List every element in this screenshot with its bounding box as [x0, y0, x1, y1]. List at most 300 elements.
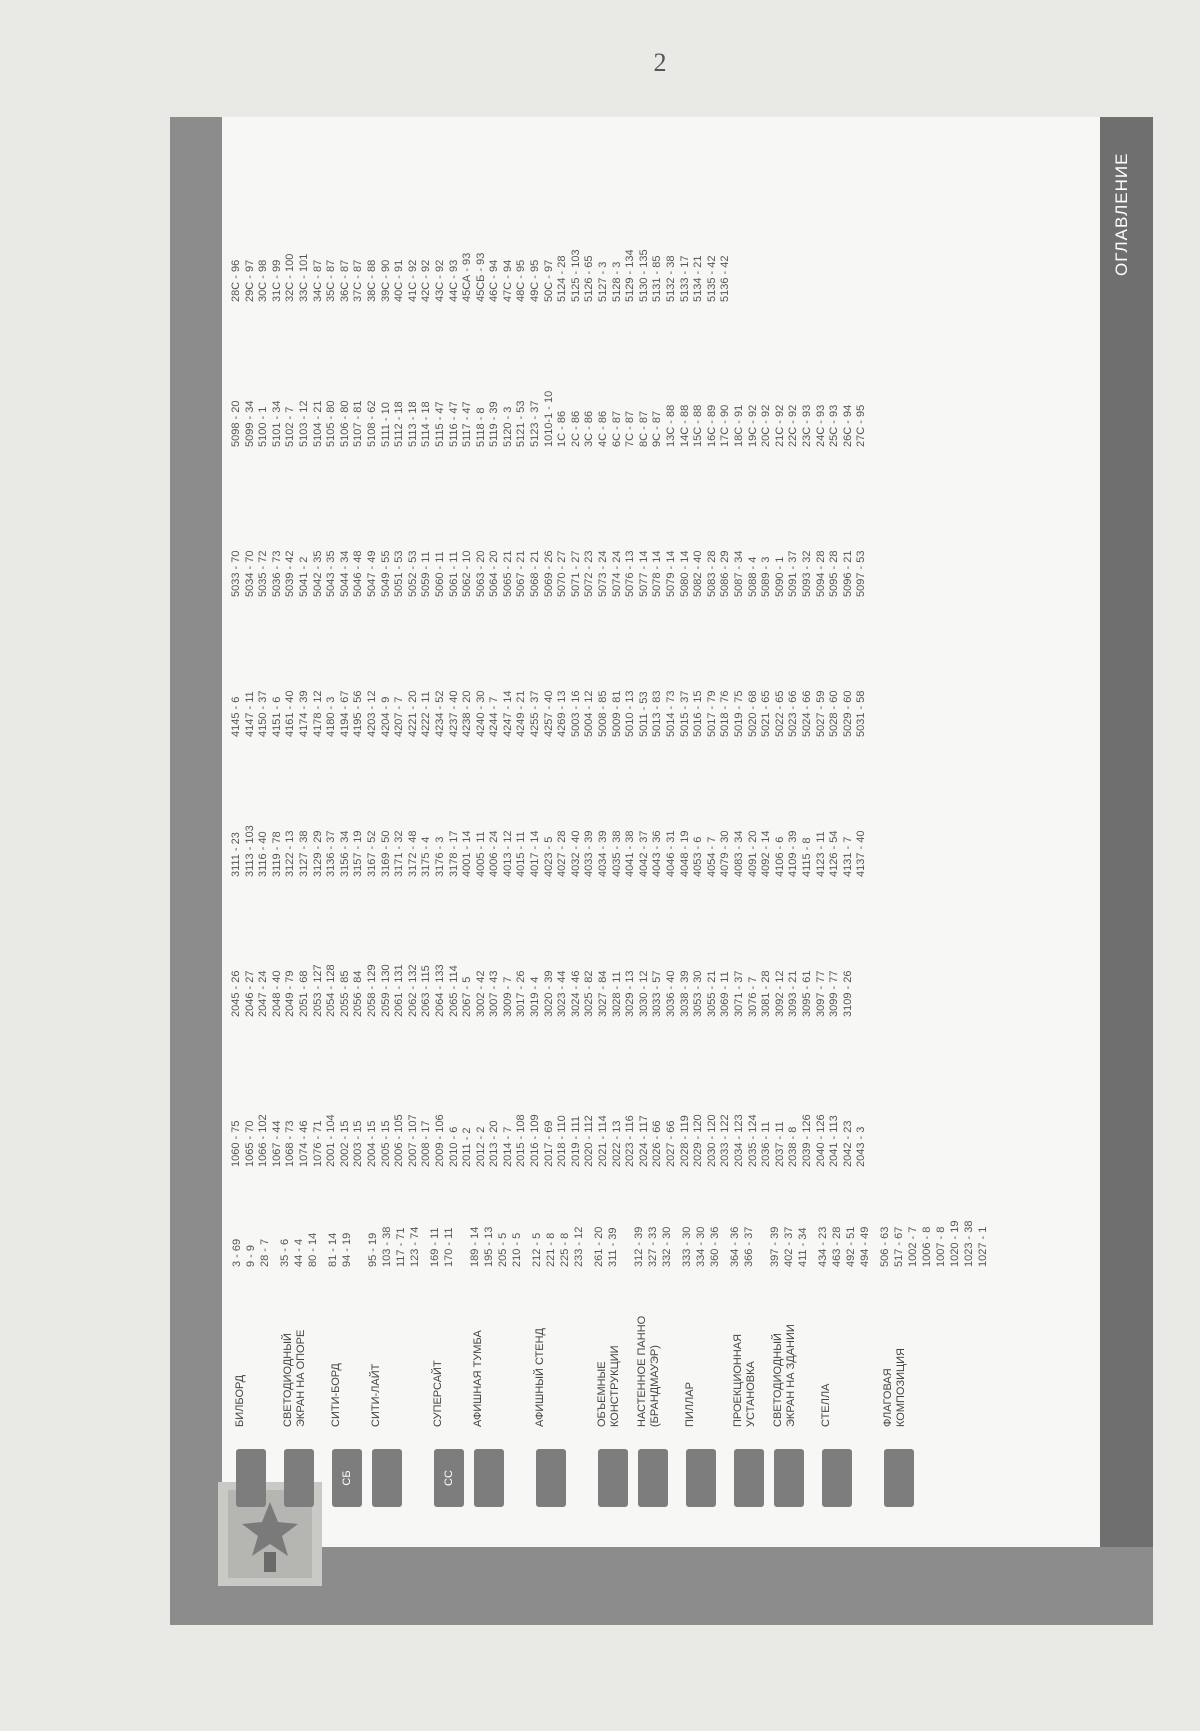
index-entry: 5041 - 2 [297, 556, 310, 597]
index-entry: 5033 - 70 [230, 550, 242, 597]
index-entry: 5078 - 14 [651, 550, 664, 597]
type-icon [598, 1449, 628, 1507]
index-entry: 3122 - 13 [284, 830, 297, 877]
index-entry: 4013 - 12 [501, 830, 514, 877]
type-label: АФИШНЫЙ СТЕНД [534, 1328, 546, 1427]
index-entry: 2020 - 112 [583, 1115, 596, 1167]
index-entry: 4137 - 40 [855, 830, 868, 877]
index-entry: 5022 - 65 [773, 690, 786, 737]
index-entry: 33С - 101 [297, 253, 310, 302]
code-entry: 1007 - 8 [935, 1226, 947, 1267]
code-entry: 334 - 30 [695, 1226, 707, 1267]
index-entry: 4017 - 14 [529, 830, 542, 877]
code-entry: 261 - 20 [593, 1226, 605, 1267]
index-column [230, 825, 869, 877]
index-entry: 3157 - 19 [352, 830, 365, 877]
index-entry: 4001 - 14 [461, 830, 474, 877]
index-entry: 2040 - 126 [814, 1114, 827, 1167]
index-entry: 5076 - 13 [624, 550, 637, 597]
index-entry: 6С - 87 [610, 410, 623, 447]
index-entry: 3092 - 12 [773, 970, 786, 1017]
index-entry: 3038 - 39 [678, 970, 691, 1017]
type-label: СВЕТОДИОДНЫЙ ЭКРАН НА ОПОРЕ [282, 1329, 307, 1427]
type-row [278, 987, 326, 1507]
index-entry: 5093 - 32 [800, 550, 813, 597]
code-entry: 517 - 67 [893, 1226, 905, 1267]
index-entry: 4221 - 20 [406, 690, 419, 737]
code-entry: 397 - 39 [769, 1226, 781, 1267]
index-entry: 4161 - 40 [284, 690, 297, 737]
index-entry: 2038 - 8 [787, 1126, 800, 1167]
type-codes [366, 1187, 422, 1267]
index-entry: 5051 - 53 [393, 550, 406, 597]
index-entry: 30С - 98 [257, 259, 270, 302]
index-entry: 4006 - 24 [488, 830, 501, 877]
index-entry: 3027 - 84 [597, 970, 610, 1017]
index-entry: 3С - 86 [583, 410, 596, 447]
index-column [230, 551, 869, 597]
index-entry: 5119 - 39 [488, 401, 501, 447]
index-entry: 2010 - 6 [447, 1126, 460, 1167]
index-entry: 42С - 92 [420, 259, 433, 302]
index-entry: 2053 - 127 [311, 964, 324, 1017]
code-entry: 3 - 69 [231, 1238, 243, 1267]
index-entry: 2043 - 3 [855, 1126, 868, 1167]
type-label: АФИШНАЯ ТУМБА [472, 1330, 484, 1427]
index-entry: 3099 - 77 [828, 970, 841, 1017]
code-entry: 189 - 14 [469, 1226, 481, 1267]
index-entry: 41С - 92 [406, 259, 419, 302]
index-entry: 2033 - 122 [719, 1114, 732, 1167]
index-entry: 17С - 90 [719, 404, 732, 447]
type-icon [822, 1449, 852, 1507]
index-entry: 5090 - 1 [773, 556, 786, 597]
index-entry: 18С - 91 [732, 404, 745, 447]
index-entry: 3028 - 11 [610, 971, 623, 1017]
type-row [592, 987, 632, 1507]
index-entry: 2013 - 20 [488, 1120, 501, 1167]
type-icon: СБ [332, 1449, 362, 1507]
index-entry: 5125 - 103 [569, 249, 582, 302]
code-entry: 221 - 8 [545, 1232, 557, 1267]
type-label: СВЕТОДИОДНЫЙ ЭКРАН НА ЗДАНИИ [772, 1324, 797, 1427]
code-entry: 195 - 13 [483, 1226, 495, 1267]
index-entry: 2041 - 113 [828, 1115, 841, 1167]
type-label: ОБЪЕМНЫЕ КОНСТРУКЦИИ [596, 1345, 621, 1427]
index-entry: 4041 - 38 [624, 830, 637, 877]
index-entry: 37С - 87 [352, 259, 365, 302]
index-entry: 3033 - 57 [651, 970, 664, 1017]
index-column [230, 391, 869, 447]
type-codes [816, 1187, 872, 1267]
code-entry: 117 - 71 [395, 1227, 407, 1267]
type-icon [884, 1449, 914, 1507]
type-codes [592, 1187, 620, 1267]
index-entry: 5009 - 81 [610, 690, 623, 737]
index-entry: 44С - 93 [447, 259, 460, 302]
index-entry: 20С - 92 [760, 404, 773, 447]
type-row [816, 987, 878, 1507]
type-codes [530, 1187, 586, 1267]
type-row [530, 987, 592, 1507]
index-entry: 5083 - 28 [705, 550, 718, 597]
index-entry: 4180 - 3 [325, 696, 338, 737]
index-entry: 3116 - 40 [257, 831, 270, 877]
index-entry: 2014 - 7 [501, 1126, 514, 1167]
index-entry: 5042 - 35 [311, 550, 324, 597]
index-entry: 5099 - 34 [243, 400, 256, 447]
index-entry: 5003 - 16 [569, 690, 582, 737]
index-entry: 4106 - 6 [773, 836, 786, 877]
index-entry: 2045 - 26 [230, 970, 242, 1017]
index-entry: 5097 - 53 [855, 550, 868, 597]
index-entry: 15С - 88 [692, 404, 705, 447]
index-entry: 5102 - 7 [284, 406, 297, 447]
index-entry: 5107 - 81 [352, 400, 365, 447]
index-entry: 5131 - 85 [651, 255, 664, 302]
index-entry: 5091 - 37 [787, 550, 800, 597]
code-entry: 327 - 33 [647, 1226, 659, 1267]
type-row [230, 987, 278, 1507]
index-entry: 5134 - 21 [692, 255, 705, 302]
code-entry: 169 - 11 [429, 1227, 441, 1267]
index-entry: 3081 - 28 [760, 970, 773, 1017]
index-entry: 3025 - 82 [583, 970, 596, 1017]
type-codes [468, 1187, 524, 1267]
index-entry: 3069 - 11 [719, 971, 732, 1017]
type-codes [728, 1187, 756, 1267]
index-entry: 5023 - 66 [787, 690, 800, 737]
index-entry: 4079 - 30 [719, 830, 732, 877]
index-entry: 3007 - 43 [488, 970, 501, 1017]
index-entry: 2026 - 66 [651, 1120, 664, 1167]
code-entry: 1027 - 1 [977, 1226, 989, 1267]
index-entry: 2062 - 132 [406, 964, 419, 1017]
index-entry: 5059 - 11 [420, 551, 433, 597]
index-entry: 2055 - 85 [338, 970, 351, 1017]
index-entry: 4042 - 37 [637, 830, 650, 877]
type-icon [774, 1449, 804, 1507]
index-entry: 5015 - 37 [678, 690, 691, 737]
index-entry: 3020 - 39 [542, 970, 555, 1017]
index-entry: 3176 - 3 [433, 836, 446, 877]
index-entry: 2005 - 15 [379, 1120, 392, 1167]
index-entry: 4244 - 7 [488, 696, 501, 737]
index-entry: 3023 - 44 [556, 970, 569, 1017]
index-entry: 5074 - 24 [610, 550, 623, 597]
index-entry: 5044 - 34 [338, 550, 351, 597]
index-entry: 4035 - 38 [610, 830, 623, 877]
type-label: ФЛАГОВАЯ КОМПОЗИЦИЯ [882, 1347, 907, 1427]
type-label: НАСТЕННОЕ ПАННО (БРАНДМАУЭР) [636, 1315, 661, 1427]
index-entry: 5108 - 62 [365, 400, 378, 447]
index-entry: 1065 - 70 [243, 1120, 256, 1167]
index-entry: 3136 - 37 [325, 830, 338, 877]
index-entry: 2029 - 120 [692, 1114, 705, 1167]
code-entry: 28 - 7 [259, 1238, 271, 1267]
index-entry: 5113 - 18 [406, 401, 419, 447]
code-entry: 94 - 19 [341, 1232, 353, 1267]
index-entry: 2063 - 115 [420, 965, 433, 1017]
index-entry: 2008 - 17 [420, 1120, 433, 1167]
index-entry: 5080 - 14 [678, 550, 691, 597]
index-entry: 4054 - 7 [705, 836, 718, 877]
code-entry: 434 - 23 [817, 1226, 829, 1267]
index-entry: 4240 - 30 [474, 690, 487, 737]
index-entry: 2039 - 126 [800, 1114, 813, 1167]
index-entry: 2034 - 123 [732, 1114, 745, 1167]
type-codes [278, 1187, 320, 1267]
index-entry: 5104 - 21 [311, 400, 324, 447]
index-entry: 2021 - 114 [597, 1115, 610, 1167]
index-entry: 5121 - 53 [515, 400, 528, 447]
index-entry: 3172 - 48 [406, 830, 419, 877]
index-entry: 5077 - 14 [637, 550, 650, 597]
index-entry: 5067 - 21 [515, 550, 528, 597]
index-entry: 4С - 86 [597, 410, 610, 447]
code-entry: 205 - 5 [497, 1232, 509, 1267]
index-entry: 35С - 87 [325, 259, 338, 302]
index-entry: 5004 - 12 [583, 690, 596, 737]
index-entry: 1074 - 46 [297, 1120, 310, 1167]
type-icon [236, 1449, 266, 1507]
index-entry: 24С - 93 [814, 404, 827, 447]
index-entry: 5061 - 11 [447, 551, 460, 597]
code-entry: 506 - 63 [879, 1226, 891, 1267]
index-entry: 4178 - 12 [311, 690, 324, 737]
type-row [468, 987, 530, 1507]
index-entry: 5111 - 10 [379, 402, 392, 447]
index-entry: 16С - 89 [705, 404, 718, 447]
index-entry: 5039 - 42 [284, 550, 297, 597]
index-entry: 5087 - 34 [732, 550, 745, 597]
index-entry: 3095 - 61 [800, 970, 813, 1017]
index-entry: 2030 - 120 [705, 1114, 718, 1167]
code-entry: 364 - 36 [729, 1226, 741, 1267]
index-entry: 3119 - 78 [270, 831, 283, 877]
code-entry: 1006 - 8 [921, 1226, 933, 1267]
index-entry: 28С - 96 [230, 259, 242, 302]
code-entry: 360 - 36 [709, 1226, 721, 1267]
index-entry: 46С - 94 [488, 259, 501, 302]
index-entry: 43С - 92 [433, 259, 446, 302]
index-entry: 3109 - 26 [841, 970, 854, 1017]
type-label: ПРОЕКЦИОННАЯ УСТАНОВКА [732, 1333, 757, 1427]
index-entry: 5128 - 3 [610, 261, 623, 302]
type-row [366, 987, 428, 1507]
index-entry: 5065 - 21 [501, 550, 514, 597]
index-entry: 3009 - 7 [501, 976, 514, 1017]
index-entry: 2017 - 69 [542, 1120, 555, 1167]
index-entry: 4247 - 14 [501, 690, 514, 737]
index-entry: 5068 - 21 [529, 550, 542, 597]
code-entry: 95 - 19 [367, 1232, 379, 1267]
index-entry: 1068 - 73 [284, 1120, 297, 1167]
index-entry: 5016 - 15 [692, 690, 705, 737]
index-entry: 2019 - 111 [569, 1116, 582, 1167]
index-entry: 48С - 95 [515, 259, 528, 302]
index-entry: 2011 - 2 [461, 1127, 474, 1167]
index-entry: 5118 - 8 [474, 407, 487, 447]
code-entry: 80 - 14 [307, 1232, 319, 1267]
index-entry: 5046 - 48 [352, 550, 365, 597]
index-entry: 4255 - 37 [529, 690, 542, 737]
index-entry: 3113 - 103 [243, 825, 256, 877]
index-entry: 2015 - 108 [515, 1114, 528, 1167]
index-entry: 5062 - 10 [461, 550, 474, 597]
type-icon [734, 1449, 764, 1507]
index-entry: 2024 - 117 [637, 1115, 650, 1167]
code-entry: 35 - 6 [279, 1238, 291, 1267]
index-entry: 5010 - 13 [624, 690, 637, 737]
index-entry: 2042 - 23 [841, 1120, 854, 1167]
type-codes [680, 1187, 722, 1267]
code-entry: 210 - 5 [511, 1232, 523, 1267]
code-entry: 170 - 11 [443, 1227, 455, 1267]
index-entry: 9С - 87 [651, 410, 664, 447]
index-entry: 2001 - 104 [325, 1114, 338, 1167]
type-icon: СС [434, 1449, 464, 1507]
index-entry: 2023 - 116 [624, 1115, 637, 1167]
index-entry: 5011 - 53 [637, 691, 650, 737]
index-entry: 4123 - 11 [814, 831, 827, 877]
index-entry: 32С - 100 [284, 253, 297, 302]
type-row [728, 987, 768, 1507]
index-entry: 3127 - 38 [297, 830, 310, 877]
index-entry: 4194 - 67 [338, 690, 351, 737]
type-row [768, 987, 816, 1507]
index-entry: 5018 - 76 [719, 690, 732, 737]
index-entry: 2018 - 110 [556, 1115, 569, 1167]
type-codes [768, 1187, 810, 1267]
index-entry: 4269 - 13 [556, 690, 569, 737]
index-entry: 2047 - 24 [257, 970, 270, 1017]
index-entry: 1010-1 - 10 [542, 390, 555, 447]
index-entry: 3175 - 4 [420, 836, 433, 877]
index-entry: 4046 - 31 [665, 830, 677, 877]
code-entry: 1002 - 7 [907, 1226, 919, 1267]
type-icon [536, 1449, 566, 1507]
index-entry: 4032 - 40 [569, 830, 582, 877]
index-entry: 5049 - 55 [379, 550, 392, 597]
index-entry: 40С - 91 [393, 259, 406, 302]
index-entry: 5028 - 60 [828, 690, 841, 737]
index-entry: 4257 - 40 [542, 690, 555, 737]
index-entry: 5070 - 27 [556, 550, 569, 597]
index-entry: 5017 - 79 [705, 690, 718, 737]
index-entry: 5130 - 135 [637, 249, 650, 302]
code-entry: 311 - 39 [607, 1227, 619, 1267]
index-entry: 3029 - 13 [624, 970, 637, 1017]
index-entry: 4027 - 28 [556, 830, 569, 877]
index-entry: 5034 - 70 [243, 550, 256, 597]
index-entry: 31С - 99 [270, 259, 283, 302]
index-entry: 2С - 86 [569, 410, 582, 447]
index-entry: 4150 - 37 [257, 690, 270, 737]
index-entry: 3178 - 17 [447, 830, 460, 877]
index-entry: 5114 - 18 [420, 401, 433, 447]
index-entry: 2009 - 106 [433, 1114, 446, 1167]
type-icon [686, 1449, 716, 1507]
index-entry: 3053 - 30 [692, 970, 705, 1017]
index-entry: 5021 - 65 [760, 690, 773, 737]
index-entry: 27С - 95 [855, 404, 868, 447]
index-entry: 2059 - 130 [379, 964, 392, 1017]
index-column [230, 964, 855, 1017]
index-entry: 3169 - 50 [379, 830, 392, 877]
index-entry: 4005 - 11 [474, 831, 487, 877]
index-entry: 5103 - 12 [297, 400, 310, 447]
index-entry: 5100 - 1 [257, 406, 270, 447]
index-column [230, 691, 869, 737]
index-entry: 4048 - 19 [678, 830, 691, 877]
index-entry: 1С - 86 [556, 410, 569, 447]
index-entry: 5089 - 3 [760, 556, 773, 597]
type-codes [878, 1187, 990, 1267]
type-codes [326, 1187, 354, 1267]
index-entry: 4053 - 6 [692, 836, 705, 877]
index-entry: 2061 - 131 [393, 964, 406, 1017]
index-entry: 2064 - 133 [433, 964, 446, 1017]
index-entry: 5029 - 60 [841, 690, 854, 737]
index-entry: 2022 - 13 [610, 1120, 623, 1167]
index-entry: 13С - 88 [665, 404, 677, 447]
index-entry: 4115 - 8 [800, 837, 813, 877]
index-entry: 5008 - 85 [597, 690, 610, 737]
index-entry: 47С - 94 [501, 259, 514, 302]
index-entry: 5047 - 49 [365, 550, 378, 597]
index-entry: 14С - 88 [678, 404, 691, 447]
index-entry: 19С - 92 [746, 404, 759, 447]
index-entry: 3156 - 34 [338, 830, 351, 877]
index-entry: 2012 - 2 [474, 1126, 487, 1167]
index-entry: 5094 - 28 [814, 550, 827, 597]
code-entry: 366 - 37 [743, 1226, 755, 1267]
index-entry: 4207 - 7 [393, 696, 406, 737]
index-entry: 3167 - 52 [365, 830, 378, 877]
code-entry: 233 - 12 [573, 1226, 585, 1267]
index-entry: 2004 - 15 [365, 1120, 378, 1167]
index-entry: 34С - 87 [311, 259, 324, 302]
index-entry: 5135 - 42 [705, 255, 718, 302]
type-label: СИТИ-ЛАЙТ [370, 1363, 382, 1427]
index-entry: 4091 - 20 [746, 830, 759, 877]
index-entry: 2051 - 68 [297, 970, 310, 1017]
cover-title [1112, 216, 1152, 276]
index-entry: 5123 - 37 [529, 400, 542, 447]
type-icon [284, 1449, 314, 1507]
index-entry: 2067 - 5 [461, 976, 474, 1017]
code-entry: 1020 - 19 [949, 1220, 961, 1267]
index-entry: 45СА - 93 [461, 252, 474, 302]
code-entry: 212 - 5 [531, 1232, 543, 1267]
index-entry: 5086 - 29 [719, 550, 732, 597]
code-entry: 1023 - 38 [963, 1220, 975, 1267]
index-entry: 5063 - 20 [474, 550, 487, 597]
index-entry: 4151 - 6 [270, 696, 283, 737]
index-entry: 3111 - 23 [230, 832, 242, 877]
type-row [428, 987, 468, 1507]
index-entry: 5088 - 4 [746, 556, 759, 597]
index-entry: 2007 - 107 [406, 1114, 419, 1167]
index-entry: 7С - 87 [624, 410, 637, 447]
index-entry: 4131 - 7 [841, 836, 854, 877]
index-entry: 26С - 94 [841, 404, 854, 447]
index-entry: 5129 - 134 [624, 249, 637, 302]
index-entry: 3093 - 21 [787, 970, 800, 1017]
index-entry: 22С - 92 [787, 404, 800, 447]
index-entry: 5124 - 28 [556, 255, 569, 302]
